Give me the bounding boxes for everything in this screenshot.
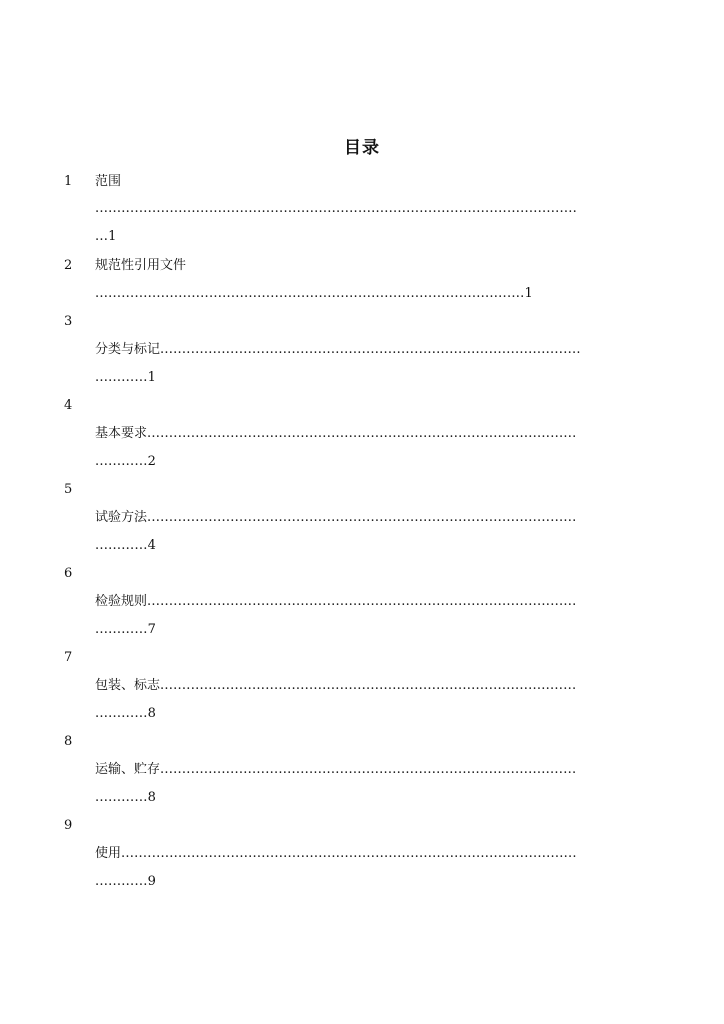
toc-leader-dots: ............	[95, 874, 148, 889]
toc-entry-page-number: 1	[524, 286, 533, 301]
toc-entry-line[interactable]	[95, 788, 650, 808]
toc-entry-number: 7	[64, 650, 73, 665]
toc-entry-line[interactable]	[95, 872, 650, 892]
toc-entry-line[interactable]	[95, 256, 650, 276]
toc-entry-page-number: 7	[147, 622, 156, 637]
toc-entry-line[interactable]	[95, 620, 650, 640]
toc-entry-number: 3	[64, 314, 73, 329]
toc-entry-number: 4	[64, 398, 73, 413]
toc-leader-dots: ............	[95, 706, 148, 721]
toc-leader-dots: ............	[95, 454, 148, 469]
toc-entry-label: 使用	[95, 846, 122, 861]
toc-leader-dots: ..................................................................................................	[147, 594, 577, 609]
toc-leader-dots: ..............................................................................................................	[95, 201, 578, 216]
toc-entry-line[interactable]	[95, 424, 650, 444]
toc-entry-number: 5	[64, 482, 73, 497]
toc-leader-dots: ............	[95, 370, 148, 385]
toc-leader-dots: ............	[95, 790, 148, 805]
toc-leader-dots: ...............................................................................................	[160, 762, 577, 777]
toc-entry-label: 分类与标记	[95, 342, 161, 357]
toc-entry-line[interactable]	[95, 704, 650, 724]
toc-entry-number: 9	[64, 818, 73, 833]
toc-entry-line[interactable]	[95, 452, 650, 472]
toc-entry-label: 检验规则	[95, 594, 148, 609]
toc-entry-page-number: 1	[147, 370, 156, 385]
toc-entry-line[interactable]	[95, 676, 650, 696]
toc-entry-page-number: 1	[108, 229, 117, 244]
toc-entry-label: 范围	[95, 174, 122, 189]
toc-entry-line[interactable]	[95, 844, 650, 864]
toc-entry-label: 基本要求	[95, 426, 148, 441]
toc-entry-page-number: 9	[147, 874, 156, 889]
toc-entry-line[interactable]	[95, 508, 650, 528]
toc-leader-dots: ..................................................................................................	[147, 510, 577, 525]
toc-entry-label: 规范性引用文件	[95, 258, 187, 273]
toc-leader-dots: ............	[95, 538, 148, 553]
toc-entry-number: 1	[64, 174, 73, 189]
toc-entry-page-number: 4	[147, 538, 156, 553]
toc-entry-line[interactable]	[95, 340, 650, 360]
toc-leader-dots: ...	[95, 229, 109, 244]
toc-entry-line[interactable]	[95, 760, 650, 780]
toc-entry-line[interactable]	[95, 368, 650, 388]
toc-entry-line[interactable]	[95, 592, 650, 612]
toc-leader-dots: ..................................................................................................	[95, 286, 525, 301]
toc-entry-label: 运输、贮存	[95, 762, 161, 777]
toc-entry-number: 6	[64, 566, 73, 581]
toc-leader-dots: ..................................................................................................	[147, 426, 577, 441]
toc-entry-line[interactable]	[95, 536, 650, 556]
toc-entry-number: 8	[64, 734, 73, 749]
toc-entry-line[interactable]	[95, 199, 650, 219]
toc-leader-dots: ............	[95, 622, 148, 637]
toc-leader-dots: ........................................................................................................	[121, 846, 577, 861]
toc-entry-page-number: 8	[147, 790, 156, 805]
toc-entry-page-number: 8	[147, 706, 156, 721]
toc-entry-line[interactable]	[95, 227, 650, 247]
page-title: 目录	[344, 138, 380, 158]
toc-entry-line[interactable]	[95, 284, 650, 304]
toc-leader-dots: ...............................................................................................	[160, 678, 577, 693]
toc-entry-page-number: 2	[147, 454, 156, 469]
toc-entry-label: 试验方法	[95, 510, 148, 525]
toc-leader-dots: ................................................................................................	[160, 342, 581, 357]
toc-entry-label: 包装、标志	[95, 678, 161, 693]
toc-entry-line[interactable]	[95, 172, 650, 192]
toc-entry-number: 2	[64, 258, 73, 273]
